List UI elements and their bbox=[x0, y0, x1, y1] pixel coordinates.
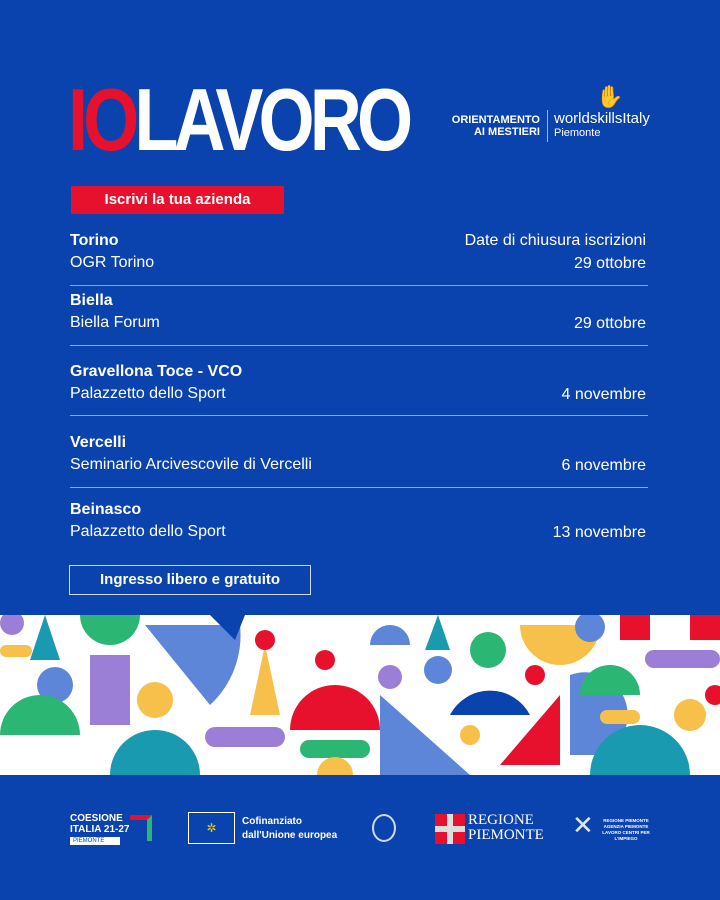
divider bbox=[70, 345, 648, 346]
regione-line2: PIEMONTE bbox=[468, 827, 544, 843]
event-date: 6 novembre bbox=[561, 457, 646, 474]
ws-italy: Italy bbox=[622, 110, 650, 127]
event-row bbox=[70, 232, 648, 272]
eu-text bbox=[242, 815, 337, 843]
regione-text bbox=[468, 813, 544, 843]
logo-lavoro: LAVORO bbox=[134, 70, 409, 169]
italian-emblem-icon bbox=[372, 814, 396, 842]
footer-logos bbox=[0, 800, 720, 860]
event-venue: OGR Torino bbox=[70, 254, 155, 271]
orientamento-text: ORIENTAMENTO bbox=[451, 114, 540, 126]
agenzia-logo-icon: ✕ bbox=[572, 810, 594, 840]
eu-line2: dall'Unione europea bbox=[242, 830, 338, 841]
deadline-header: Date di chiusura iscrizioni bbox=[464, 232, 646, 249]
coesione-sub: PIEMONTE bbox=[70, 837, 120, 845]
event-row bbox=[70, 501, 648, 541]
event-venue: Seminario Arcivescovile di Vercelli bbox=[70, 456, 312, 473]
divider bbox=[70, 285, 648, 286]
iolavoro-logo bbox=[68, 70, 409, 169]
event-venue: Biella Forum bbox=[70, 314, 160, 331]
regione-line1: REGIONE bbox=[468, 812, 534, 828]
eu-flag-icon: ✲ bbox=[188, 812, 235, 844]
event-date: 29 ottobre bbox=[573, 255, 646, 272]
piemonte-shield-icon bbox=[435, 814, 465, 844]
event-city: Beinasco bbox=[70, 501, 142, 518]
coesione-arrow-icon bbox=[130, 815, 152, 841]
eu-line1: Cofinanziato bbox=[242, 816, 302, 827]
coesione-logo bbox=[70, 813, 155, 845]
worldskills-logo bbox=[554, 112, 650, 140]
divider bbox=[70, 487, 648, 488]
coesione-text: COESIONE ITALIA 21-27 bbox=[70, 813, 130, 835]
divider bbox=[70, 415, 648, 416]
event-date: 13 novembre bbox=[552, 524, 646, 541]
event-date: 29 ottobre bbox=[573, 315, 646, 332]
worldskills-hand-icon: ✋ bbox=[596, 84, 624, 109]
logo-io: IO bbox=[68, 70, 135, 169]
event-row bbox=[70, 363, 648, 403]
event-row bbox=[70, 292, 648, 332]
event-city: Torino bbox=[70, 232, 119, 249]
event-city: Biella bbox=[70, 292, 113, 309]
event-venue: Palazzetto dello Sport bbox=[70, 385, 226, 402]
ws-piemonte: Piemonte bbox=[554, 127, 601, 139]
decorative-shapes-band bbox=[0, 615, 720, 775]
event-venue: Palazzetto dello Sport bbox=[70, 523, 226, 540]
event-date: 4 novembre bbox=[561, 386, 646, 403]
ws-text: worldskills bbox=[554, 110, 623, 127]
logo-separator bbox=[547, 110, 548, 142]
event-city: Vercelli bbox=[70, 434, 127, 451]
mestieri-text: AI MESTIERI bbox=[473, 126, 540, 138]
agenzia-text: REGIONE PIEMONTE AGENZIA PIEMONTE LAVORO CENTRI PER L'IMPIEGO bbox=[602, 818, 650, 841]
event-row bbox=[70, 434, 648, 474]
event-city: Gravellona Toce - VCO bbox=[70, 363, 243, 380]
orientamento-logo bbox=[450, 114, 540, 138]
free-entry-badge: Ingresso libero e gratuito bbox=[69, 565, 311, 595]
register-company-button[interactable]: Iscrivi la tua azienda bbox=[71, 186, 284, 214]
